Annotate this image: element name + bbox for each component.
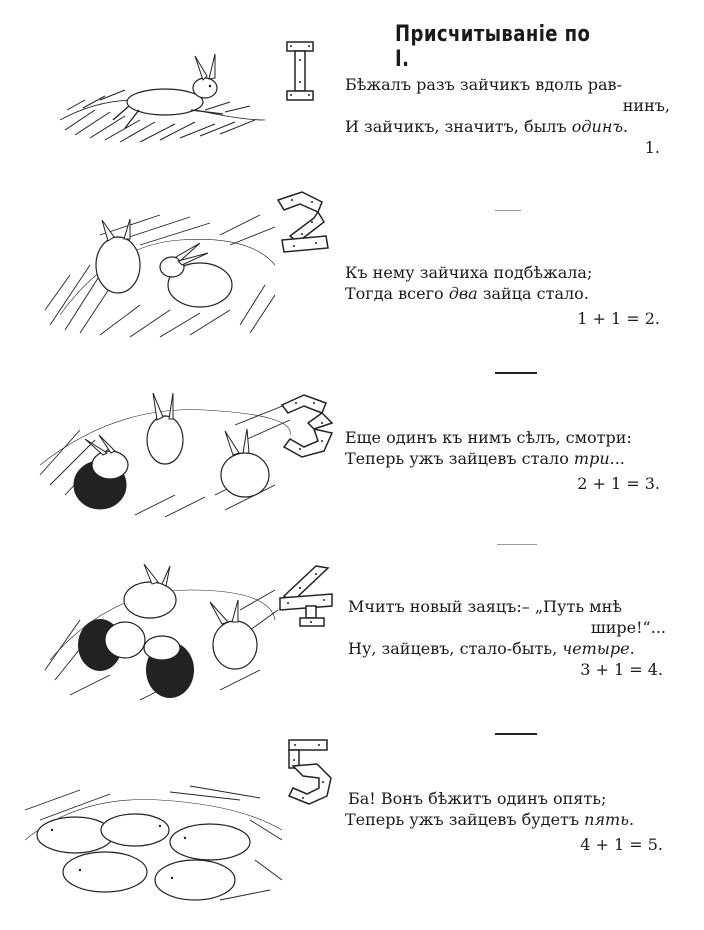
numeral-1-icon <box>283 40 317 102</box>
verse-3-line-2: Теперь ужъ зайцевъ стало три... <box>345 449 625 468</box>
verse-2 <box>345 262 670 329</box>
numeral-4-icon <box>276 564 336 630</box>
verse-5-line-2: Теперь ужъ зайцевъ будетъ пять. <box>345 810 635 829</box>
verse-2-line-1: Къ нему зайчиха подбѣжала; <box>345 263 593 282</box>
verse-4 <box>348 596 670 680</box>
verse-3-line-1: Еще одинъ къ нимъ сѣлъ, смотри: <box>345 428 632 447</box>
verse-1-line-1a: Бѣжалъ разъ зайчикъ вдоль рав- <box>345 75 622 94</box>
numeral-2-icon <box>272 190 330 258</box>
divider-4 <box>495 733 537 735</box>
five-hares-illustration <box>20 780 285 915</box>
divider-1 <box>495 210 521 211</box>
verse-5 <box>345 788 670 855</box>
two-hares-illustration <box>40 205 280 345</box>
divider-2 <box>495 372 537 374</box>
verse-3 <box>345 427 670 494</box>
verse-1-line-2: И зайчикъ, значитъ, былъ одинъ. <box>345 117 629 136</box>
verse-5-line-1: Ба! Вонъ бѣжитъ одинъ опять; <box>348 789 607 808</box>
divider-3 <box>497 544 537 545</box>
four-hares-illustration <box>40 560 280 710</box>
verse-1-line-1b: нинъ, <box>622 96 670 115</box>
three-hares-illustration <box>35 385 295 525</box>
numeral-5-icon <box>283 738 335 808</box>
equation-5: 4 + 1 = 5. <box>580 835 663 854</box>
equation-3: 2 + 1 = 3. <box>577 474 660 493</box>
equation-4: 3 + 1 = 4. <box>580 660 663 679</box>
numeral-3-icon <box>278 393 336 459</box>
hare-running-illustration <box>55 50 270 150</box>
verse-4-line-1b: шире!“... <box>590 618 666 637</box>
verse-4-line-2: Ну, зайцевъ, стало-быть, четыре. <box>348 639 635 658</box>
page-title: Присчитываніе по I. <box>395 22 591 72</box>
verse-1 <box>345 74 670 158</box>
equation-1: 1. <box>644 138 660 157</box>
equation-2: 1 + 1 = 2. <box>577 309 660 328</box>
verse-4-line-1a: Мчитъ новый заяцъ:– „Путь мнѣ <box>348 597 622 616</box>
verse-2-line-2: Тогда всего два зайца стало. <box>345 284 589 303</box>
